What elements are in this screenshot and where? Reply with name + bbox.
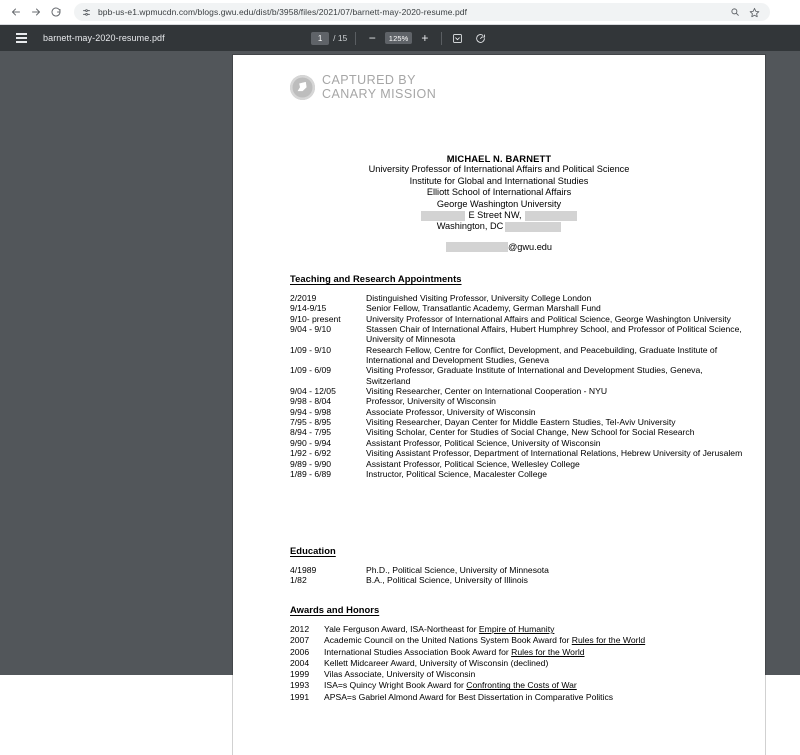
url-text: bpb-us-e1.wpmucdn.com/blogs.gwu.edu/dist/b/3958/files/2021/07/barnett-may-2020-resume.pdf (98, 7, 468, 17)
section-education (290, 545, 743, 586)
zoom-magnifier-icon[interactable] (727, 4, 743, 20)
appointments-list (290, 293, 743, 479)
rotate-icon[interactable] (473, 30, 489, 46)
entry-row (290, 438, 743, 448)
award-text: Kellett Midcareer Award, University of Wisconsin (declined) (324, 657, 549, 668)
email-line (233, 242, 765, 253)
pdf-page-1 (233, 55, 765, 755)
award-text: Academic Council on the United Nations System Book Award for (324, 635, 572, 646)
award-work-title: Empire of Humanity (478, 624, 555, 634)
fit-to-page-icon[interactable] (450, 30, 466, 46)
award-row (290, 658, 743, 669)
award-year: 1991 (290, 691, 310, 702)
entry-row (290, 575, 743, 585)
award-text: Vilas Associate, University of Wisconsin (324, 669, 476, 680)
page-count-label: / 15 (333, 33, 348, 43)
award-description (324, 624, 743, 635)
header-line: University Professor of International Affairs and Political Science (368, 164, 630, 175)
award-row (290, 680, 743, 691)
section-title: Awards and Honors (290, 604, 380, 615)
award-row (290, 635, 743, 646)
zoom-in-button[interactable]: + (421, 31, 429, 45)
award-year: 2004 (290, 657, 310, 668)
candidate-name: MICHAEL N. BARNETT (446, 153, 552, 164)
award-work-title: Confronting the Costs of War (466, 680, 577, 691)
entry-date: 1/82 (290, 575, 307, 586)
award-description (324, 647, 743, 658)
entry-date: 4/1989 (290, 565, 317, 575)
award-work-title: Rules for the World (511, 646, 585, 657)
header-line: George Washington University (436, 198, 562, 209)
entry-date: 1/09 - 6/09 (290, 365, 332, 376)
redaction-box (505, 222, 561, 232)
forward-arrow-icon[interactable] (26, 2, 46, 22)
header-line: Institute for Global and International Studies (409, 175, 589, 186)
award-text: APSA=s Gabriel Almond Award for Best Dissertation in Comparative Politics (324, 691, 614, 702)
entry-description: Associate Professor, University of Wisconsin (366, 406, 536, 417)
entry-description: Professor, University of Wisconsin (366, 396, 496, 407)
entry-row (290, 448, 743, 458)
watermark-line-1: CAPTURED BY (322, 73, 416, 87)
award-description (324, 669, 743, 680)
entry-row (290, 314, 743, 324)
entry-row (290, 469, 743, 479)
award-description (324, 680, 743, 691)
redaction-box (525, 211, 577, 221)
redaction-box (421, 211, 465, 221)
entry-date: 9/04 - 9/10 (290, 324, 332, 335)
email-suffix: @gwu.edu (507, 241, 553, 252)
chrome-right-spacer (776, 0, 794, 25)
pdf-filename: barnett-may-2020-resume.pdf (43, 33, 165, 43)
browser-toolbar (0, 0, 800, 25)
section-awards (290, 604, 743, 703)
entry-description: Visiting Researcher, Dayan Center for Middle Eastern Studies, Tel-Aviv University (366, 417, 676, 428)
entry-row (290, 427, 743, 437)
page-number-input[interactable] (311, 32, 329, 45)
entry-row (290, 303, 743, 313)
section-title: Teaching and Research Appointments (290, 273, 462, 284)
entry-date: 9/98 - 8/04 (290, 396, 332, 407)
pdf-viewer-area[interactable] (0, 51, 800, 702)
entry-row (290, 293, 743, 303)
entry-description: Visiting Professor, Graduate Institute of International and Development Studies, Geneva, Switzerland (366, 365, 703, 386)
entry-row (290, 396, 743, 406)
zoom-out-button[interactable]: − (368, 31, 376, 45)
entry-description: Instructor, Political Science, Macalester College (366, 468, 548, 479)
award-row (290, 669, 743, 680)
entry-date: 9/10- present (290, 313, 341, 324)
entry-date: 2/2019 (290, 293, 317, 303)
entry-date: 9/94 - 9/98 (290, 406, 332, 417)
address-bar[interactable] (74, 3, 770, 21)
award-year: 2012 (290, 624, 310, 634)
entry-row (290, 417, 743, 427)
resume-header (233, 153, 765, 253)
award-text: Yale Ferguson Award, ISA-Northeast for (324, 624, 479, 634)
education-list (290, 565, 743, 586)
entry-row (290, 459, 743, 469)
entry-description: Senior Fellow, Transatlantic Academy, German Marshall Fund (366, 303, 601, 314)
awards-list (290, 624, 743, 703)
header-line: Elliott School of International Affairs (426, 187, 572, 198)
canary-mission-text (322, 73, 436, 101)
award-description (324, 692, 743, 703)
entry-date: 7/95 - 8/95 (290, 417, 332, 428)
entry-description: Assistant Professor, Political Science, Wellesley College (366, 458, 580, 469)
entry-description: Research Fellow, Centre for Conflict, Development, and Peacebuilding, Graduate Institute of International and Development Studies, Geneva (366, 344, 718, 366)
award-work-title: Rules for the World (571, 635, 646, 646)
address-street: E Street NW, (468, 210, 522, 221)
zoom-level-label: 125% (385, 32, 412, 44)
entry-description: University Professor of International Affairs and Political Science, George Washington University (366, 313, 731, 324)
site-settings-icon[interactable] (82, 8, 91, 17)
award-year: 1999 (290, 669, 310, 680)
award-description (324, 658, 743, 669)
entry-description: Stassen Chair of International Affairs, Hubert Humphrey School, and Professor of Political Science, University of Minnesota (366, 324, 742, 345)
award-row (290, 692, 743, 703)
watermark-line-2: CANARY MISSION (322, 87, 437, 101)
entry-row (290, 565, 743, 575)
entry-date: 1/89 - 6/89 (290, 468, 332, 479)
entry-row (290, 324, 743, 345)
redaction-box (446, 242, 508, 252)
entry-date: 1/09 - 9/10 (290, 344, 332, 355)
back-arrow-icon[interactable] (6, 2, 26, 22)
award-row (290, 647, 743, 658)
award-year: 1993 (290, 680, 310, 691)
entry-date: 1/92 - 6/92 (290, 448, 332, 459)
section-appointments (290, 273, 743, 479)
hamburger-menu-icon[interactable] (8, 25, 34, 51)
entry-description: Assistant Professor, Political Science, University of Wisconsin (366, 437, 601, 448)
pdf-viewer-toolbar (0, 25, 800, 51)
address-city-line (233, 221, 765, 232)
entry-date: 9/04 - 12/05 (290, 386, 336, 397)
section-title: Education (290, 545, 336, 556)
toolbar-divider (355, 32, 356, 45)
address-city: Washington, DC (436, 221, 504, 232)
entry-row (290, 386, 743, 396)
entry-description: Visiting Scholar, Center for Studies of Social Change, New School for Social Research (366, 427, 695, 438)
entry-description: B.A., Political Science, University of Illinois (366, 575, 528, 586)
address-street-line (233, 210, 765, 221)
entry-date: 9/90 - 9/94 (290, 437, 332, 448)
toolbar-divider (441, 32, 442, 45)
entry-row (290, 345, 743, 366)
reload-icon[interactable] (46, 2, 66, 22)
entry-date: 9/14-9/15 (290, 303, 327, 314)
entry-date: 9/89 - 9/90 (290, 458, 332, 469)
entry-row (290, 407, 743, 417)
canary-mission-logo-icon (290, 75, 315, 100)
canary-mission-watermark (290, 73, 436, 101)
entry-description: Visiting Researcher, Center on International Cooperation - NYU (366, 386, 608, 397)
award-year: 2006 (290, 646, 310, 657)
award-row (290, 624, 743, 635)
award-text: ISA=s Quincy Wright Book Award for (324, 680, 467, 691)
entry-description: Distinguished Visiting Professor, University College London (366, 293, 592, 303)
entry-description: Ph.D., Political Science, University of Minnesota (366, 565, 549, 575)
entry-date: 8/94 - 7/95 (290, 427, 332, 438)
entry-description: Visiting Assistant Professor, Department of International Relations, Hebrew University of Jerusalem (366, 448, 743, 459)
award-year: 2007 (290, 635, 310, 646)
entry-row (290, 365, 743, 386)
award-text: International Studies Association Book Award for (324, 646, 512, 657)
award-description (324, 635, 743, 646)
bookmark-star-icon[interactable] (746, 4, 762, 20)
